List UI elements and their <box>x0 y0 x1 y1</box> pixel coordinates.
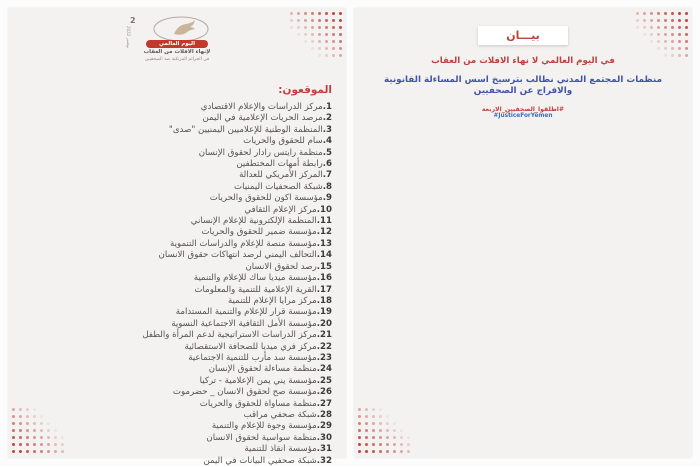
list-item-name: مركز الدراسات والإعلام الاقتصادي <box>200 102 323 112</box>
list-item <box>18 250 332 261</box>
list-item-number: 28. <box>316 409 332 420</box>
list-item-number: 2. <box>322 113 332 124</box>
list-item-number: 24. <box>316 364 332 375</box>
list-item-name: سام للحقوق والحريات <box>243 136 323 147</box>
list-item-name: مؤسسة ميديا ساك للإعلام والتنمية <box>193 273 317 284</box>
list-item-number: 22. <box>316 341 332 352</box>
list-item-name: المنظمة الإلكترونية للإعلام الإنساني <box>190 216 317 227</box>
list-item-number: 16. <box>316 273 332 284</box>
list-item-name: التحالف اليمني لرصد انتهاكات حقوق الانسان <box>158 250 317 261</box>
list-item <box>18 330 332 341</box>
list-item-number: 27. <box>316 398 332 409</box>
list-item-number: 7. <box>322 170 332 181</box>
list-item-name: رصد لحقوق الانسان <box>245 261 317 272</box>
list-item-name: مؤسسة وجوة للإعلام والتنمية <box>211 421 317 432</box>
list-item-number: 17. <box>316 284 332 295</box>
list-item-name: شبكة الصحفيات اليمنيات <box>234 181 323 192</box>
list-item <box>18 342 332 353</box>
statement-body-container <box>354 8 692 119</box>
list-item <box>18 182 332 193</box>
list-item-name: شبكة صحفيي البيانات في اليمن <box>203 455 317 466</box>
list-item <box>18 227 332 238</box>
list-item <box>18 433 332 444</box>
statement-subtitle-blue: منظمات المجتمع المدني نطالب بترسيخ اسس المساءلة القانونية والافراج عن الصحفيين <box>383 75 663 96</box>
list-item <box>18 136 332 147</box>
list-item-name: منظمة مساءلة لحقوق الإنسان <box>208 364 317 375</box>
list-item <box>18 102 332 113</box>
list-item-name: مؤسسة يني يمن الإعلامية - تركيا <box>199 375 317 386</box>
list-item-number: 1. <box>322 102 332 112</box>
list-item-name: منظمة رايتس رادار لحقوق الإنسان <box>198 147 323 158</box>
list-item-number: 9. <box>322 193 332 204</box>
list-item-name: منظمة سواسية لحقوق الانسان <box>206 432 317 443</box>
list-item-number: 18. <box>316 295 332 306</box>
list-item-number: 29. <box>316 421 332 432</box>
list-item-number: 8. <box>322 181 332 192</box>
list-item-name: شبكة صحفي مراقب <box>243 409 317 420</box>
logo-banner-ribbon: اليوم العالمي <box>146 40 208 48</box>
logo-day-number: 2 <box>130 16 136 25</box>
list-item-number: 3. <box>322 124 332 135</box>
list-item <box>18 159 332 170</box>
list-item-name: مركز مرايا الإعلام للتنمية <box>227 295 317 306</box>
page-signatories <box>8 8 346 466</box>
list-item <box>18 239 332 250</box>
list-item-number: 10. <box>316 204 332 215</box>
list-item <box>18 148 332 159</box>
hashtag-english: #JusticeForYemen <box>493 113 553 119</box>
list-item <box>18 193 332 204</box>
list-item-name: مؤسسة ضمير للحقوق والحريات <box>201 227 317 238</box>
signatories-heading: الموقعون: <box>278 84 332 96</box>
logo-date: نوفمبر 2022 <box>126 26 131 49</box>
list-item <box>18 456 332 467</box>
statement-title: بيـــان <box>478 26 567 45</box>
dove-emblem-icon <box>152 16 210 42</box>
list-item-name: منظمة مساواة للحقوق والحريات <box>199 398 317 409</box>
list-item <box>18 444 332 455</box>
list-item-number: 23. <box>316 352 332 363</box>
list-item <box>18 113 332 124</box>
list-item <box>18 262 332 273</box>
list-item <box>18 170 332 181</box>
list-item-number: 14. <box>316 250 332 261</box>
list-item <box>18 285 332 296</box>
list-item-number: 30. <box>316 432 332 443</box>
list-item-number: 25. <box>316 375 332 386</box>
list-item <box>18 319 332 330</box>
list-item <box>18 399 332 410</box>
list-item-number: 12. <box>316 227 332 238</box>
list-item <box>18 387 332 398</box>
signatories-list <box>8 102 346 467</box>
list-item-number: 31. <box>316 444 332 455</box>
list-item-number: 20. <box>316 318 332 329</box>
list-item-number: 4. <box>322 136 332 147</box>
list-item-name: مؤسسة منصة للإعلام والدراسات التنموية <box>170 238 317 249</box>
list-item-name: مؤسسة الأمل الثقافية الاجتماعية النسوية <box>171 318 317 329</box>
list-item <box>18 353 332 364</box>
list-item-name: مرصد الحريات الإعلامية في اليمن <box>202 113 323 124</box>
list-item-name: القرية الإعلامية للتنمية والمعلومات <box>194 284 317 295</box>
list-item-name: مؤسسة صح لحقوق الانسان _ حضرموت <box>172 387 317 398</box>
list-item <box>18 296 332 307</box>
list-item <box>18 364 332 375</box>
list-item-name: مركز الدراسات الاستراتيجية لدعم المرأة والطفل <box>142 330 317 341</box>
list-item-number: 21. <box>316 330 332 341</box>
logo-subtitle-line: في الجرائم المرتكبة ضد الصحفيين <box>144 57 210 62</box>
hashtag-arabic: #اطلقوا_الصحفيين_الاربعة <box>481 106 565 113</box>
list-item <box>18 307 332 318</box>
list-item <box>18 410 332 421</box>
list-item-number: 5. <box>322 147 332 158</box>
list-item-name: مركز الإعلام الثقافي <box>244 204 317 215</box>
list-item-name: مؤسسة سد مأرب للتنمية الاجتماعية <box>188 352 317 363</box>
page-statement <box>354 8 692 458</box>
halftone-dots-decoration <box>288 10 344 60</box>
list-item <box>18 273 332 284</box>
list-item-name: مؤسسة انقاذ للتنمية <box>244 444 317 455</box>
list-item-name: رابطة أمهات المختطفين <box>236 159 323 170</box>
hashtags-footer <box>369 106 677 119</box>
list-item-number: 6. <box>322 159 332 170</box>
list-item-number: 13. <box>316 238 332 249</box>
list-item <box>18 125 332 136</box>
logo-title-line: لإنهاء الافلات من العقاب <box>143 49 211 55</box>
list-item-number: 19. <box>316 307 332 318</box>
list-item <box>18 421 332 432</box>
statement-subtitle-red: في اليوم العالمي لا نهاء الافلات من العقاب <box>431 56 615 66</box>
list-item <box>18 205 332 216</box>
list-item-number: 26. <box>316 387 332 398</box>
list-item-name: مؤسسة اكون للحقوق والحريات <box>209 193 323 204</box>
list-item-name: المركز الأمريكي للعدالة <box>239 170 323 181</box>
list-item-number: 15. <box>316 261 332 272</box>
international-day-logo <box>122 16 232 68</box>
list-item-name: مركز فري ميديا للصحافة الاستقصائية <box>184 341 317 352</box>
list-item-number: 11. <box>316 216 332 227</box>
list-item-name: مؤسسة قرار للإعلام والتنمية المستدامة <box>175 307 317 318</box>
list-item <box>18 376 332 387</box>
list-item-number: 32. <box>316 455 332 466</box>
list-item <box>18 216 332 227</box>
list-item-name: المنظمة الوطنية للإعلاميين اليمنيين "صدى" <box>168 124 323 135</box>
halftone-dots-decoration <box>356 406 412 456</box>
